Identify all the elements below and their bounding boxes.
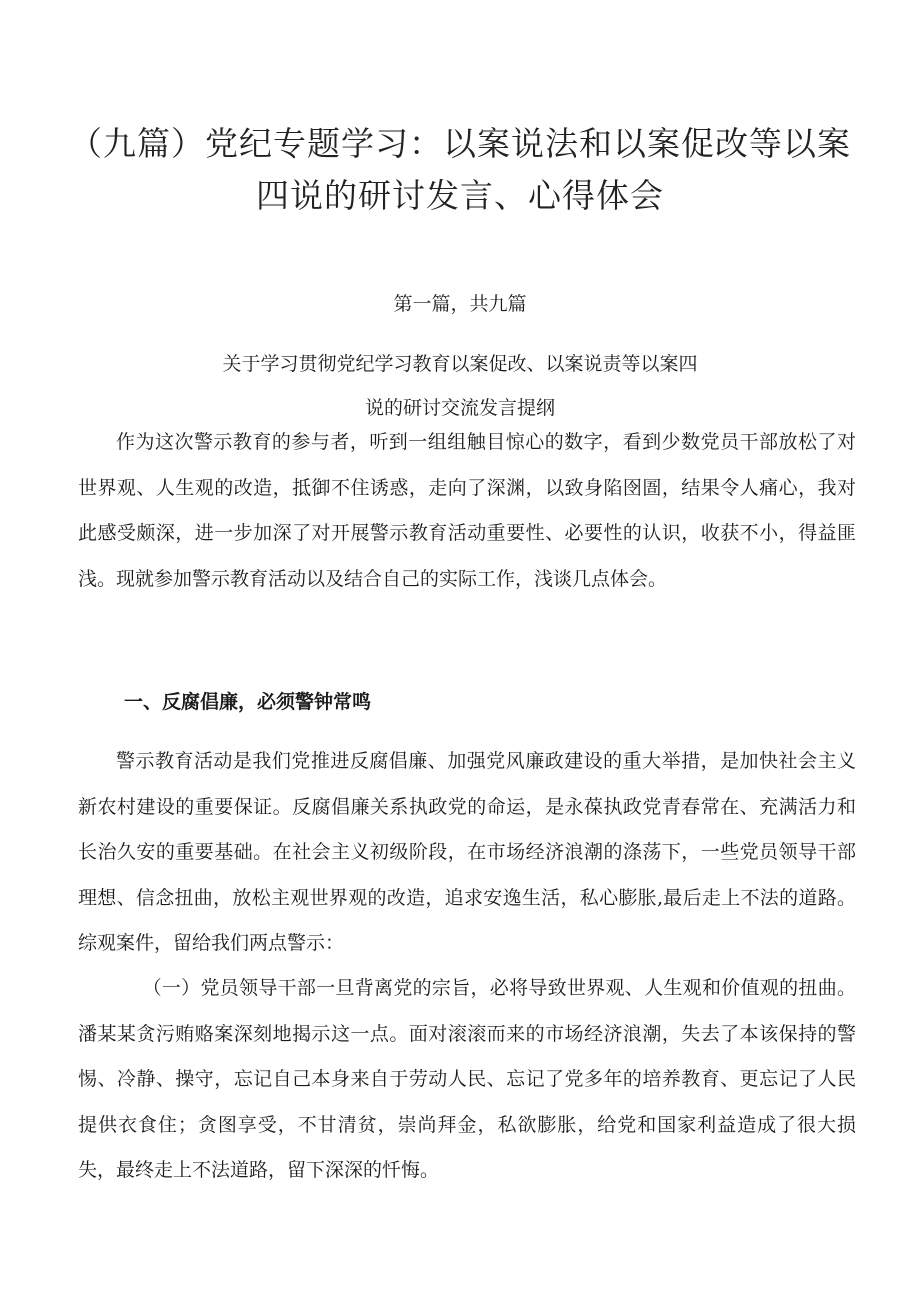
document-title: （九篇）党纪专题学习：以案说法和以案促改等以案四说的研讨发言、心得体会 — [69, 124, 851, 215]
section-heading: 一、反腐倡廉，必须警钟常鸣 — [124, 691, 372, 713]
intro-paragraph: 作为这次警示教育的参与者，听到一组组触目惊心的数字，看到少数党员干部放松了对世界观、人生观的改造，抵御不住诱惑，走向了深渊，以致身陷囹圄，结果令人痛心，我对此感受颇深，进一步加深了对开展警示教育活动重要性、必要性的认识，收获不小，得益匪浅。现就参加警示教育活动以及结合自己的实际工作，浅谈几点体会。 — [78, 431, 856, 590]
article-title-line1: 关于学习贯彻党纪学习教育以案促改、以案说责等以案四 — [222, 353, 698, 375]
article-title-line2: 说的研讨交流发言提纲 — [364, 397, 555, 419]
part-label: 第一篇，共九篇 — [393, 293, 527, 315]
point-paragraph: （一）党员领导干部一旦背离党的宗旨，必将导致世界观、人生观和价值观的扭曲。潘某某贪污贿赂案深刻地揭示这一点。面对滚滚而来的市场经济浪潮，失去了本该保持的警惕、冷静、操守，忘记自己本身来自于劳动人民、忘记了党多年的培养教育、更忘记了人民提供衣食住；贪图享受，不甘清贫，崇尚拜金，私欲膨胀，给党和国家利益造成了很大损失，最终走上不法道路，留下深深的忏悔。 — [78, 977, 856, 1181]
section-paragraph: 警示教育活动是我们党推进反腐倡廉、加强党风廉政建设的重大举措，是加快社会主义新农村建设的重要保证。反腐倡廉关系执政党的命运，是永葆执政党青春常在、充满活力和长治久安的重要基础。在社会主义初级阶段，在市场经济浪潮的涤荡下，一些党员领导干部理想、信念扭曲，放松主观世界观的改造，追求安逸生活，私心膨胀,最后走上不法的道路。综观案件，留给我们两点警示： — [78, 750, 856, 954]
